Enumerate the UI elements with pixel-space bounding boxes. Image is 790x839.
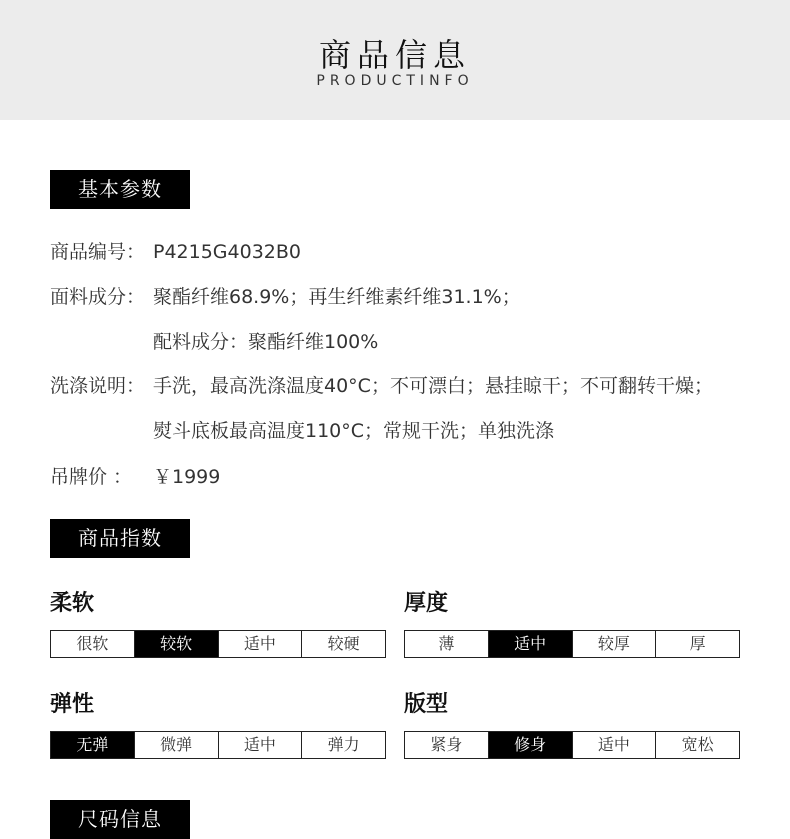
section-product-indices: 商品指数 [50, 519, 190, 558]
softness-option: 适中 [218, 631, 302, 657]
row-fabric [50, 282, 521, 309]
elasticity-option: 适中 [218, 732, 302, 758]
elasticity-scale [50, 731, 386, 759]
section-basic-params: 基本参数 [50, 170, 190, 209]
thickness-option: 薄 [438, 634, 455, 653]
page-title: 商品信息 [318, 36, 471, 74]
product-code-label: 商品编号： [50, 241, 146, 263]
page-subtitle: PRODUCTINFO [316, 73, 474, 89]
section-size-info: 尺码信息 [50, 800, 190, 839]
elasticity-title: 弹性 [50, 692, 95, 717]
softness-option: 很软 [76, 634, 109, 653]
thickness-title: 厚度 [404, 591, 449, 616]
wash-value: 手洗，最高洗涤温度40°C；不可漂白；悬挂晾干；不可翻转干燥； [153, 375, 713, 397]
fabric-label: 面料成分： [50, 286, 146, 308]
thickness-option: 适中 [488, 631, 572, 657]
softness-option: 较硬 [301, 631, 385, 657]
product-code-value: P4215G4032B0 [153, 241, 302, 263]
trim-composition: 配料成分：聚酯纤维100% [153, 331, 379, 353]
fit-option: 紧身 [430, 735, 463, 754]
tag-price-label: 吊牌价 ： [50, 466, 133, 488]
thickness-scale [404, 630, 740, 658]
fit-scale [404, 731, 740, 759]
tag-price-value: ￥1999 [153, 466, 221, 488]
row-tag-price [50, 462, 220, 489]
fit-option: 适中 [572, 732, 656, 758]
page-header [0, 0, 790, 120]
row-wash [50, 371, 713, 398]
softness-option: 较软 [134, 631, 218, 657]
elasticity-option: 无弹 [51, 732, 134, 758]
fit-title: 版型 [404, 692, 449, 717]
row-product-code [50, 237, 301, 264]
elasticity-option: 弹力 [301, 732, 385, 758]
thickness-option: 厚 [655, 631, 739, 657]
fit-option: 修身 [488, 732, 572, 758]
fit-option: 宽松 [655, 732, 739, 758]
elasticity-option: 微弹 [134, 732, 218, 758]
wash-label: 洗涤说明： [50, 375, 146, 397]
softness-scale [50, 630, 386, 658]
fabric-value: 聚酯纤维68.9%；再生纤维素纤维31.1%； [153, 286, 521, 308]
softness-title: 柔软 [50, 591, 95, 616]
thickness-option: 较厚 [572, 631, 656, 657]
wash-continued: 熨斗底板最高温度110°C；常规干洗；单独洗涤 [153, 420, 555, 442]
